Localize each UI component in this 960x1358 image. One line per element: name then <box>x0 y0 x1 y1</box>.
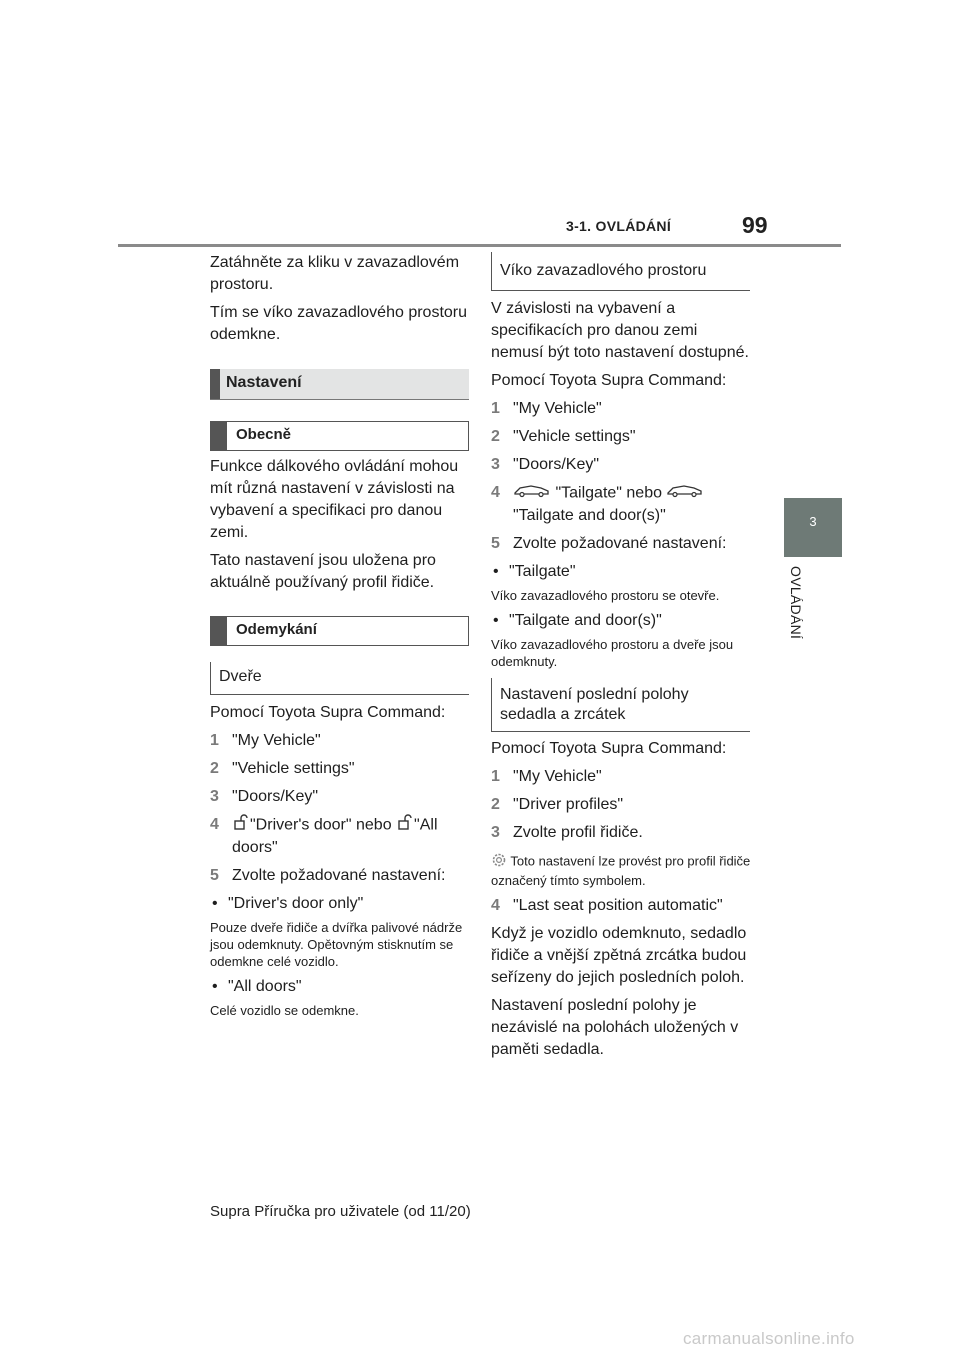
heading-obecne <box>210 421 469 451</box>
heading-text: Nastavení poslední polohy sedadla a zrcátek <box>500 686 689 723</box>
step: 3 "Doors/Key" <box>491 456 600 473</box>
paragraph: V závislosti na vybavení a specifikacích pro danou zemi nemusí být toto nastavení dostupné. <box>491 300 749 361</box>
paragraph: Když je vozidlo odemknuto, sedadlo řidiče a vnější zpětná zrcátka budou seřízeny do jejich posledních poloh. <box>491 925 747 986</box>
option-bullet: • "All doors" <box>210 976 470 998</box>
option-note: Víko zavazadlového prostoru se otevře. <box>491 588 720 603</box>
paragraph: Pomocí Toyota Supra Command: <box>491 740 727 757</box>
heading-nastaveni <box>210 369 469 400</box>
car-tailgate-icon <box>513 482 551 505</box>
heading-bar <box>210 369 220 399</box>
paragraph: Pomocí Toyota Supra Command: <box>210 704 446 721</box>
col1-doors <box>210 702 470 1025</box>
step: 3 Zvolte profil řidiče. <box>491 824 643 841</box>
watermark: carmanualsonline.info <box>683 1329 855 1348</box>
step: 3 "Doors/Key" <box>210 788 319 805</box>
heading-bar <box>210 421 227 451</box>
paragraph: Funkce dálkového ovládání mohou mít různá nastavení v závislosti na vybavení a specifikaci pro danou zemi. <box>210 458 459 541</box>
paragraph: Nastavení poslední polohy je nezávislé na polohách uložených v paměti sedadla. <box>491 997 739 1058</box>
profile-gear-icon <box>491 852 507 872</box>
heading-bar <box>210 616 227 646</box>
option-bullet: • "Driver's door only" <box>210 893 470 915</box>
section-title: 3-1. OVLÁDÁNÍ <box>566 218 672 234</box>
step: 4 "Tailgate" nebo "Tailgate and door(s)" <box>491 482 753 527</box>
heading-text: Nastavení <box>226 374 302 391</box>
col2-tailgate <box>491 298 753 676</box>
heading-viko <box>491 252 750 291</box>
header-divider <box>118 244 841 247</box>
step: 2 "Vehicle settings" <box>491 428 636 445</box>
step: 1 "My Vehicle" <box>491 768 602 785</box>
option-bullet: • "Tailgate and door(s)" <box>491 610 753 632</box>
paragraph: Pomocí Toyota Supra Command: <box>491 372 727 389</box>
profile-note: Toto nastavení lze provést pro profil řidiče označený tímto symbolem. <box>491 853 751 888</box>
step: 2 "Vehicle settings" <box>210 760 355 777</box>
col1-general <box>210 456 470 600</box>
heading-odemykani <box>210 616 469 646</box>
heading-seat <box>491 678 750 732</box>
footer-text: Supra Příručka pro uživatele (od 11/20) <box>210 1203 471 1220</box>
paragraph: Tato nastavení jsou uložena pro aktuálně používaný profil řidiče. <box>210 552 436 591</box>
paragraph: Tím se víko zavazadlového prostoru odemkne. <box>210 304 468 343</box>
page-number: 99 <box>742 212 768 238</box>
heading-dvere <box>210 662 469 695</box>
heading-text: Obecně <box>236 426 292 443</box>
door-unlock-icon <box>232 814 250 837</box>
step: 5 Zvolte požadované nastavení: <box>491 535 727 552</box>
option-note: Celé vozidlo se odemkne. <box>210 1003 359 1018</box>
col2-seat <box>491 738 753 1067</box>
paragraph: Zatáhněte za kliku v zavazadlovém prostoru. <box>210 254 460 293</box>
step: 5 Zvolte požadované nastavení: <box>210 867 446 884</box>
door-unlock-icon <box>396 814 414 837</box>
col1-intro <box>210 252 470 352</box>
option-note: Víko zavazadlového prostoru a dveře jsou odemknuty. <box>491 637 734 669</box>
step: 4 "Driver's door" nebo "All doors" <box>210 816 438 856</box>
heading-text: Dveře <box>219 668 262 685</box>
option-bullet: • "Tailgate" <box>491 561 753 583</box>
step: 2 "Driver profiles" <box>491 796 624 813</box>
car-tailgate-icon <box>666 482 704 505</box>
step: 1 "My Vehicle" <box>491 400 602 417</box>
option-note: Pouze dveře řidiče a dvířka palivové nádrže jsou odemknuty. Opětovným stisknutím se odemkne celé vozidlo. <box>210 920 463 969</box>
step: 1 "My Vehicle" <box>210 732 321 749</box>
heading-text: Odemykání <box>236 621 317 638</box>
chapter-tab: 3 <box>784 498 842 557</box>
heading-text: Víko zavazadlového prostoru <box>500 262 707 279</box>
step: 4 "Last seat position automatic" <box>491 897 723 914</box>
chapter-label: OVLÁDÁNÍ <box>788 566 804 640</box>
